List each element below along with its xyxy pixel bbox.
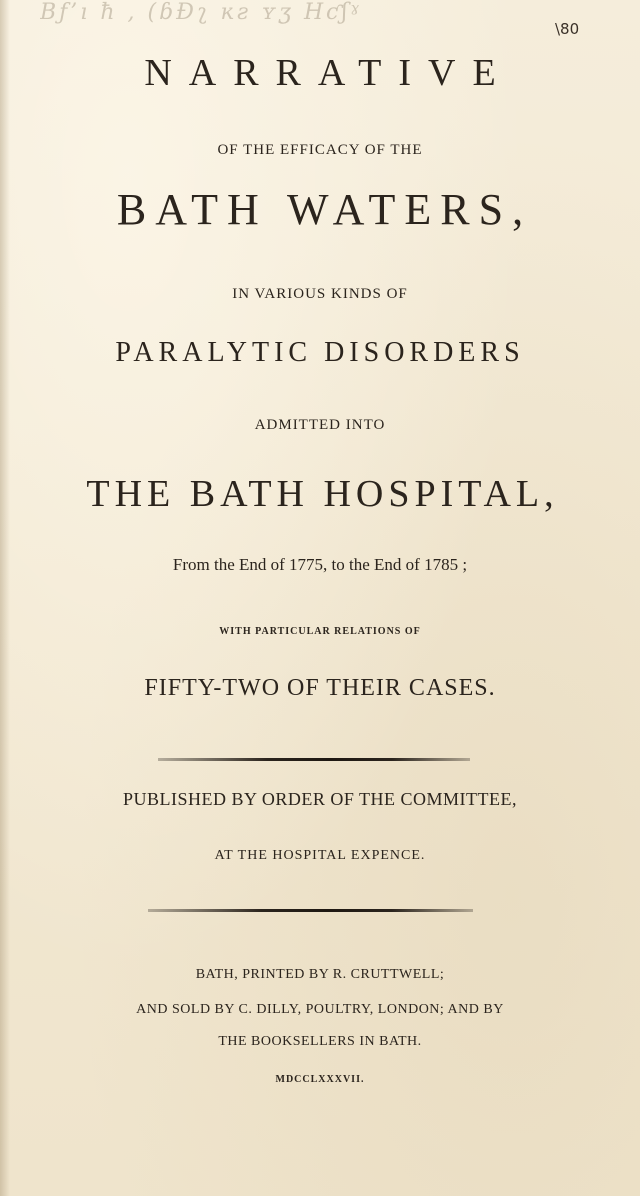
title-particular-relations: WITH PARTICULAR RELATIONS OF — [219, 626, 421, 637]
title-bath-waters: BATH WATERS, — [116, 185, 533, 234]
title-narrative: NARRATIVE — [144, 52, 513, 94]
title-date-range: From the End of 1775, to the End of 1785 ; — [172, 555, 468, 574]
divider-rule — [158, 758, 470, 761]
imprint-seller: AND SOLD BY C. DILLY, POULTRY, LONDON; AND BY — [136, 1002, 504, 1017]
imprint-hospital-expence: AT THE HOSPITAL EXPENCE. — [214, 848, 426, 863]
divider-rule — [148, 909, 473, 912]
imprint-booksellers: THE BOOKSELLERS IN BATH. — [218, 1034, 422, 1049]
title-admitted-into: ADMITTED INTO — [254, 417, 386, 433]
imprint-year: MDCCLXXXVII. — [275, 1074, 365, 1085]
imprint-printer: BATH, PRINTED BY R. CRUTTWELL; — [195, 967, 445, 982]
shelfmark-note: \80 — [555, 20, 580, 38]
title-fifty-two-cases: FIFTY-TWO OF THEIR CASES. — [144, 675, 496, 701]
title-bath-hospital: THE BATH HOSPITAL, — [86, 473, 559, 515]
imprint-published-by: PUBLISHED BY ORDER OF THE COMMITTEE, — [122, 789, 517, 809]
title-efficacy-line: OF THE EFFICACY OF THE — [217, 142, 423, 158]
title-paralytic-disorders: PARALYTIC DISORDERS — [115, 337, 525, 368]
title-various-kinds: IN VARIOUS KINDS OF — [232, 286, 408, 302]
handwritten-annotation: Bƒ’ı ħ , (ɓƉʅ ĸƨ ʏʒ Hƈʃˠ — [40, 0, 362, 25]
